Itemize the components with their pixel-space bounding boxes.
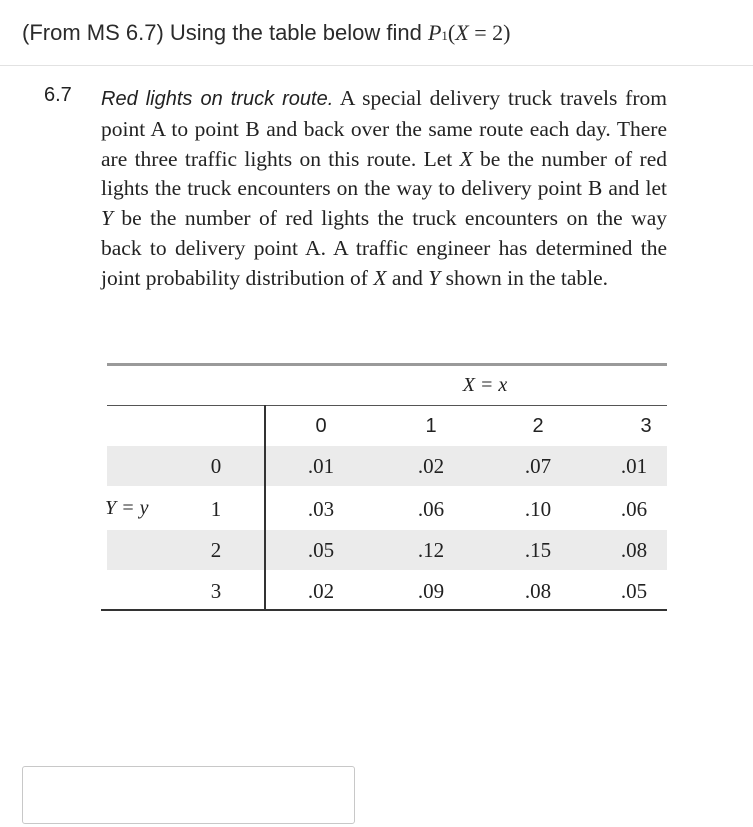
table-cell: .08: [620, 538, 648, 562]
table-bottom-rule: [101, 609, 667, 611]
table-cell: .06: [620, 497, 648, 521]
exercise-body-5: shown in the table.: [440, 265, 609, 290]
x-header: X = x: [462, 374, 508, 396]
column-header: 1: [425, 415, 437, 437]
question-prefix: (From MS 6.7) Using the table below find: [22, 20, 428, 45]
var-y: Y: [101, 206, 113, 231]
exercise-body-1: A special delivery truck travels from point A to point B and back over the same route each day. There are three traffic lights on this route. Let: [101, 86, 667, 171]
exercise-body-4: and: [386, 265, 429, 290]
y-label: Y = y: [105, 497, 149, 519]
table-vertical-rule: [264, 405, 266, 611]
math-subscript: 1: [441, 28, 448, 43]
table-cell: .01: [307, 454, 335, 478]
math-var-x: X: [455, 20, 469, 45]
table-cell: .07: [524, 454, 552, 478]
column-header: 2: [532, 415, 544, 437]
table-cell: .03: [307, 497, 335, 521]
math-equals-two: = 2): [468, 20, 511, 45]
table-cell: .02: [307, 579, 335, 603]
table-cell: .01: [620, 454, 648, 478]
table-header-rule: [107, 405, 667, 406]
exercise-body-2: be the number of red lights the truck encounters on the way to delivery point B and let: [101, 146, 667, 201]
header-divider: [0, 65, 753, 66]
table-cell: .10: [524, 497, 552, 521]
exercise-text: [101, 84, 667, 294]
row-label: 0: [210, 454, 222, 478]
var-x: X: [459, 146, 473, 171]
exercise-body-3: be the number of red lights the truck encounters on the way back to delivery point A. A traffic engineer has determined the joint probability distribution of: [101, 206, 667, 290]
answer-input[interactable]: [22, 766, 355, 824]
var-x-2: X: [373, 265, 387, 290]
var-y-2: Y: [428, 265, 441, 290]
table-cell: .12: [417, 538, 445, 562]
row-label: 2: [210, 538, 222, 562]
column-header: 3: [640, 415, 652, 437]
table-cell: .02: [417, 454, 445, 478]
table-cell: .09: [417, 579, 445, 603]
row-label: 1: [210, 497, 222, 521]
table-cell: .08: [524, 579, 552, 603]
table-cell: .06: [417, 497, 445, 521]
math-open-paren: (: [447, 20, 456, 45]
column-header: 0: [315, 415, 327, 437]
exercise-title: Red lights on truck route.: [101, 88, 334, 110]
table-cell: .05: [307, 538, 335, 562]
table-cell: .15: [524, 538, 552, 562]
row-label: 3: [210, 579, 222, 603]
math-p: P: [427, 20, 442, 45]
question-title: [22, 20, 510, 46]
exercise-number: 6.7: [44, 84, 72, 106]
table-top-rule: [107, 363, 667, 366]
table-cell: .05: [620, 579, 648, 603]
